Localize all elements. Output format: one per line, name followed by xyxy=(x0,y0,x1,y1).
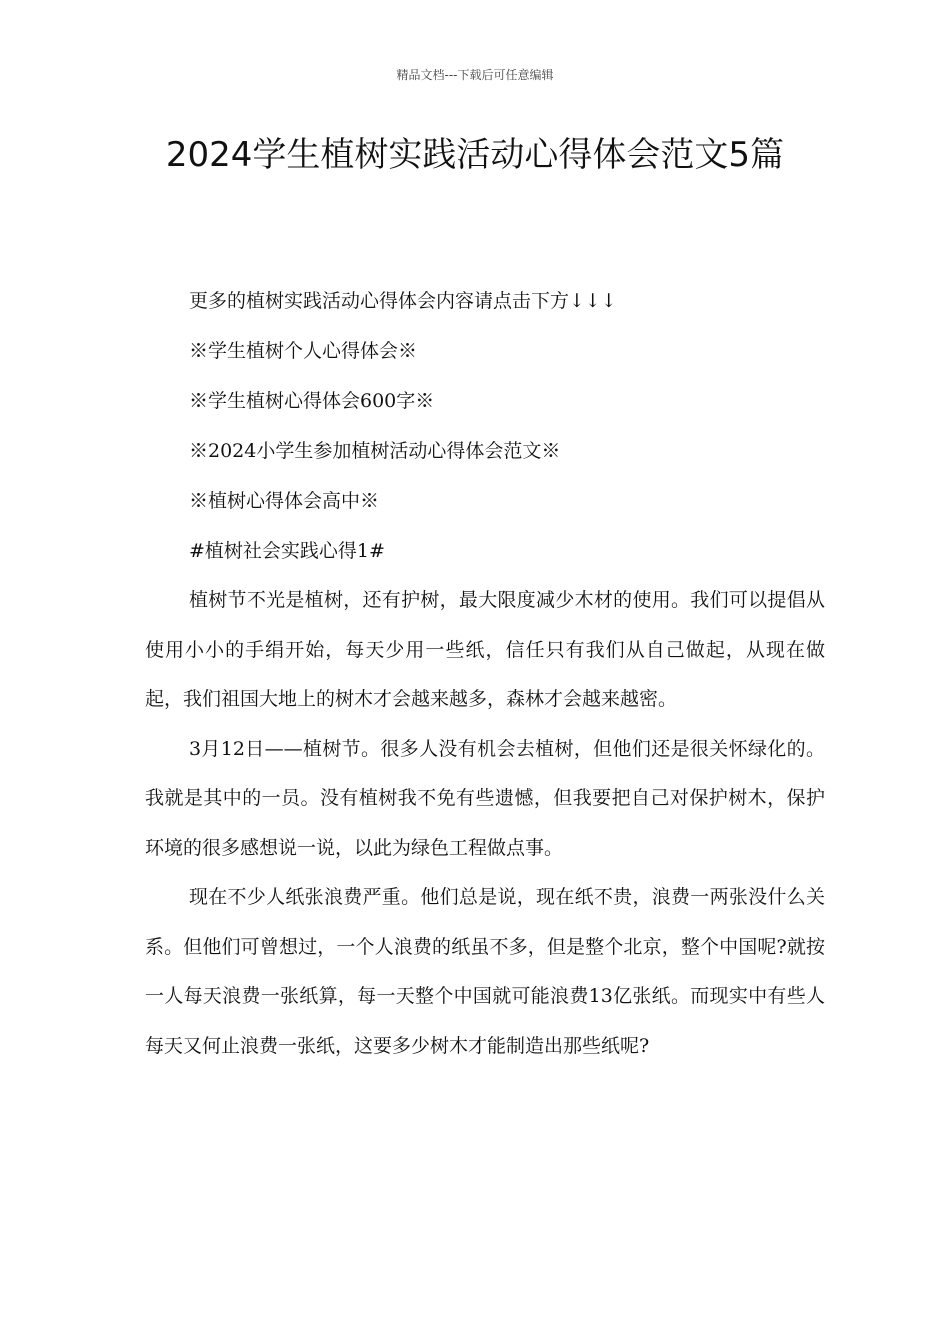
article-link-600-words[interactable]: ※学生植树心得体会600字※ xyxy=(189,390,435,412)
article-link-personal[interactable]: ※学生植树个人心得体会※ xyxy=(189,340,418,362)
section-heading: #植树社会实践心得1# xyxy=(189,540,385,562)
more-content-prompt: 更多的植树实践活动心得体会内容请点击下方↓↓↓ xyxy=(189,290,617,312)
body-paragraph: 3月12日——植树节。很多人没有机会去植树，但他们还是很关怀绿化的。我就是其中的一员。没有植树我不免有些遗憾，但我要把自己对保护树木，保护环境的很多感想说一说，以此为绿色工程做点事。 xyxy=(145,737,825,859)
article-link-2024-primary[interactable]: ※2024小学生参加植树活动心得体会范文※ xyxy=(189,440,561,462)
document-body xyxy=(145,276,825,1071)
article-link-high-school[interactable]: ※植树心得体会高中※ xyxy=(189,490,380,512)
body-paragraph: 植树节不光是植树，还有护树，最大限度减少木材的使用。我们可以提倡从使用小小的手绢开始，每天少用一些纸，信任只有我们从自己做起，从现在做起，我们祖国大地上的树木才会越来越多，森林才会越来越密。 xyxy=(145,589,825,710)
body-paragraph: 现在不少人纸张浪费严重。他们总是说，现在纸不贵，浪费一两张没什么关系。但他们可曾想过，一个人浪费的纸虽不多，但是整个北京，整个中国呢?就按一人每天浪费一张纸算，每一天整个中国就可能浪费13亿张纸。而现实中有些人每天又何止浪费一张纸，这要多少树木才能制造出那些纸呢? xyxy=(145,886,825,1057)
document-title: 2024学生植树实践活动心得体会范文5篇 xyxy=(165,135,785,175)
page-header-note: 精品文档---下载后可任意编辑 xyxy=(396,68,554,82)
